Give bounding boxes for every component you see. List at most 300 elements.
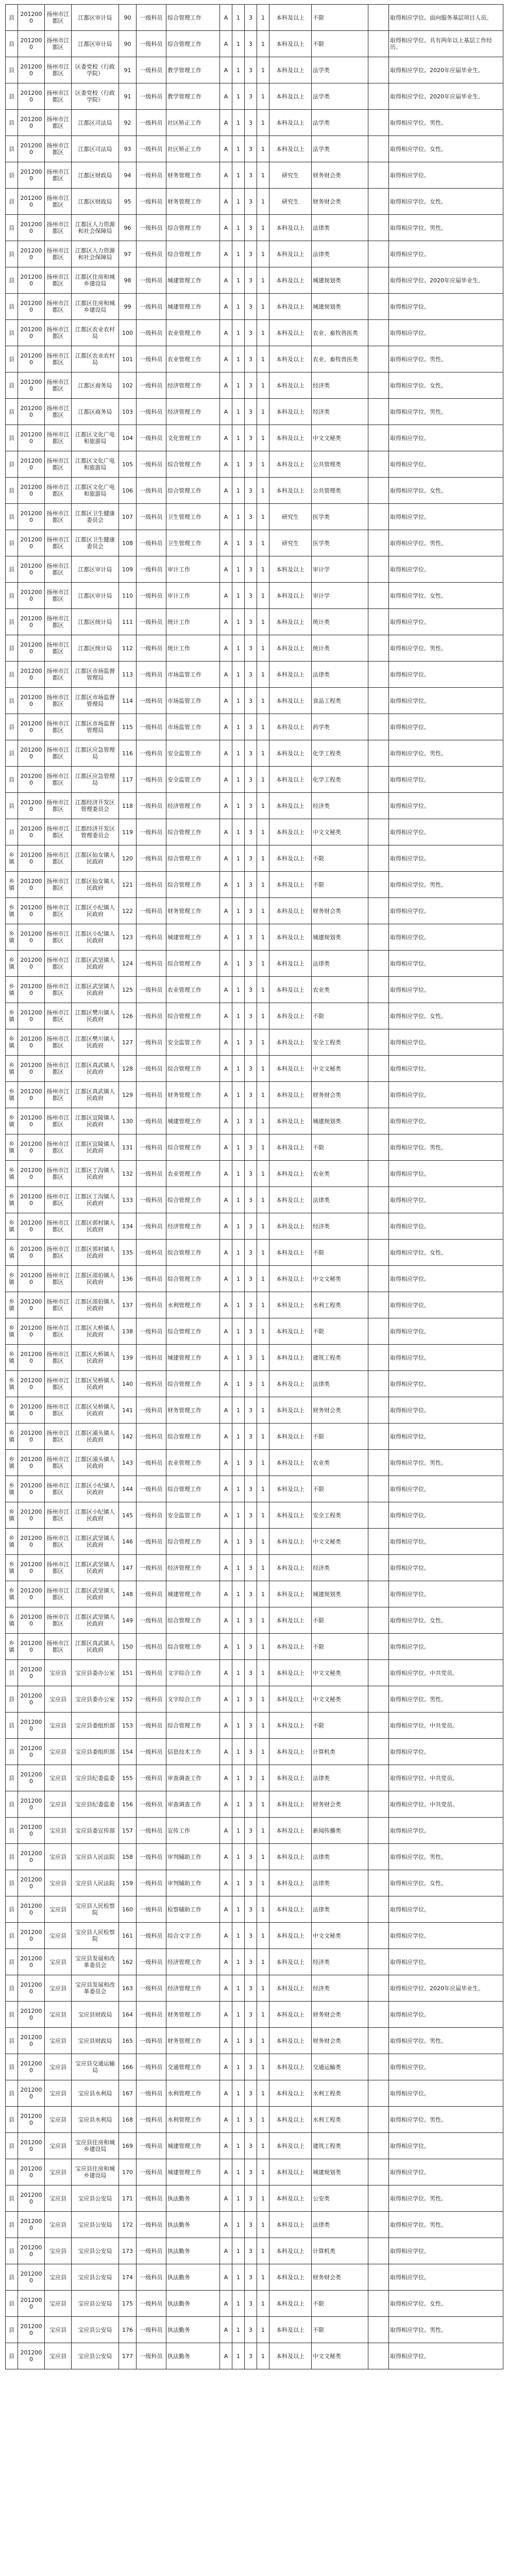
cell-unit-code: 2012000 [18,294,45,320]
cell-education: 本科及以上 [269,1397,312,1423]
cell-department: 江都区人力资源和社会保障局 [72,215,119,241]
cell-degree [368,1791,389,1818]
cell-count: 1 [257,1056,269,1082]
cell-degree [368,1476,389,1502]
cell-department: 江都区武坚镇人民政府 [72,1529,119,1555]
cell-exam-category: A [220,898,232,924]
cell-region: 扬州市江都区 [45,1292,72,1318]
cell-position-code: 95 [119,189,137,215]
cell-degree [368,1844,389,1870]
cell-major: 不限 [312,1476,368,1502]
cell-ratio: 3 [245,1187,257,1213]
table-row [6,189,503,215]
cell-job-duties: 审计工作 [166,583,220,609]
cell-department: 宝应县公安局 [72,2185,119,2212]
cell-ratio: 3 [245,530,257,556]
cell-job-duties: 城建管理工作 [166,2133,220,2159]
cell-count: 1 [257,2291,269,2317]
cell-remarks: 取得相应学位。女性。 [389,478,503,504]
cell-major: 城建规划类 [312,924,368,951]
table-row [6,1818,503,1844]
cell-level: 乡镇 [6,977,18,1003]
cell-unit-code: 2012000 [18,872,45,898]
table-row [6,688,503,714]
cell-position-code: 117 [119,767,137,793]
cell-position-title: 一级科员 [137,346,166,372]
cell-position-title: 一级科员 [137,83,166,110]
cell-num-positions: 1 [232,2291,245,2317]
cell-num-positions: 1 [232,57,245,83]
cell-level: 县 [6,189,18,215]
cell-count: 1 [257,2212,269,2238]
cell-department: 江都区人力资源和社会保障局 [72,241,119,267]
cell-region: 扬州市江都区 [45,1134,72,1161]
cell-ratio: 3 [245,110,257,136]
cell-level: 乡镇 [6,951,18,977]
cell-count: 1 [257,845,269,872]
cell-department: 江都区樊川镇人民政府 [72,1029,119,1056]
cell-department: 宝应县委宣传部 [72,1818,119,1844]
cell-exam-category: A [220,372,232,399]
cell-ratio: 3 [245,2291,257,2317]
cell-num-positions: 1 [232,2054,245,2080]
cell-remarks: 取得相应学位。 [389,425,503,451]
cell-position-code: 119 [119,819,137,845]
cell-position-title: 一级科员 [137,583,166,609]
cell-unit-code: 2012000 [18,1082,45,1108]
cell-exam-category: A [220,451,232,478]
cell-unit-code: 2012000 [18,2054,45,2080]
cell-position-title: 一级科员 [137,1765,166,1791]
cell-unit-code: 2012000 [18,267,45,294]
cell-remarks: 取得相应学位。 [389,1739,503,1765]
cell-degree [368,320,389,346]
cell-degree [368,399,389,425]
cell-count: 1 [257,1844,269,1870]
cell-major: 不限 [312,1003,368,1029]
cell-exam-category: A [220,1082,232,1108]
table-row [6,793,503,819]
cell-degree [368,1818,389,1844]
cell-degree [368,635,389,662]
cell-region: 宝应县 [45,2291,72,2317]
cell-unit-code: 2012000 [18,1134,45,1161]
cell-exam-category: A [220,2002,232,2028]
cell-education: 本科及以上 [269,583,312,609]
cell-level: 县 [6,5,18,31]
cell-education: 本科及以上 [269,662,312,688]
cell-major: 城建规划类 [312,1581,368,1607]
cell-degree [368,924,389,951]
table-row [6,1056,503,1082]
cell-position-title: 一级科员 [137,1266,166,1292]
cell-department: 区委党校（行政学院） [72,57,119,83]
cell-level: 县 [6,2238,18,2264]
cell-position-code: 170 [119,2159,137,2185]
cell-position-title: 一级科员 [137,1686,166,1713]
cell-level: 县 [6,1870,18,1896]
cell-num-positions: 1 [232,294,245,320]
cell-remarks: 取得相应学位。2020年应届毕业生。 [389,267,503,294]
cell-position-code: 142 [119,1423,137,1450]
cell-num-positions: 1 [232,1318,245,1345]
cell-major: 不限 [312,1134,368,1161]
cell-count: 1 [257,1713,269,1739]
cell-position-title: 一级科员 [137,1975,166,2002]
cell-department: 江都区财政局 [72,189,119,215]
cell-count: 1 [257,767,269,793]
cell-num-positions: 1 [232,451,245,478]
cell-job-duties: 综合管理工作 [166,1607,220,1634]
cell-major: 不限 [312,5,368,31]
cell-job-duties: 财务管理工作 [166,162,220,189]
cell-level: 县 [6,635,18,662]
cell-count: 1 [257,1266,269,1292]
cell-position-code: 100 [119,320,137,346]
cell-degree [368,898,389,924]
cell-exam-category: A [220,320,232,346]
cell-education: 本科及以上 [269,714,312,740]
cell-remarks: 取得相应学位。中共党员。 [389,1660,503,1686]
cell-education: 本科及以上 [269,1450,312,1476]
cell-position-title: 一级科员 [137,5,166,31]
cell-major: 不限 [312,2317,368,2343]
cell-position-code: 134 [119,1213,137,1240]
cell-ratio: 3 [245,1634,257,1660]
cell-education: 本科及以上 [269,57,312,83]
cell-major: 不限 [312,1240,368,1266]
cell-education: 本科及以上 [269,478,312,504]
cell-department: 宝应县公安局 [72,2291,119,2317]
cell-position-title: 一级科员 [137,1555,166,1581]
cell-count: 1 [257,1870,269,1896]
cell-unit-code: 2012000 [18,1739,45,1765]
table-row [6,1345,503,1371]
cell-department: 江都区审计局 [72,583,119,609]
cell-unit-code: 2012000 [18,688,45,714]
cell-degree [368,2028,389,2054]
cell-remarks: 取得相应学位。男性。 [389,1450,503,1476]
cell-job-duties: 综合管理工作 [166,1529,220,1555]
cell-num-positions: 1 [232,2159,245,2185]
cell-ratio: 3 [245,1529,257,1555]
cell-ratio: 3 [245,793,257,819]
cell-major: 不限 [312,31,368,57]
cell-level: 县 [6,2264,18,2291]
cell-education: 本科及以上 [269,635,312,662]
cell-unit-code: 2012000 [18,1607,45,1634]
cell-region: 扬州市江都区 [45,451,72,478]
cell-major: 法律类 [312,662,368,688]
cell-exam-category: A [220,241,232,267]
cell-department: 宝应县交通运输局 [72,2054,119,2080]
cell-unit-code: 2012000 [18,556,45,583]
cell-remarks: 取得相应学位。 [389,294,503,320]
cell-region: 扬州市江都区 [45,1423,72,1450]
cell-ratio: 3 [245,267,257,294]
cell-level: 县 [6,478,18,504]
cell-position-title: 一级科员 [137,688,166,714]
cell-education: 本科及以上 [269,1607,312,1634]
cell-count: 1 [257,1896,269,1923]
table-row [6,1844,503,1870]
cell-level: 县 [6,2028,18,2054]
cell-region: 宝应县 [45,2054,72,2080]
cell-job-duties: 综合管理工作 [166,1713,220,1739]
table-row [6,136,503,162]
cell-level: 县 [6,740,18,767]
cell-count: 1 [257,110,269,136]
cell-num-positions: 1 [232,1660,245,1686]
cell-count: 1 [257,162,269,189]
cell-num-positions: 1 [232,635,245,662]
cell-position-code: 97 [119,241,137,267]
table-row [6,924,503,951]
cell-department: 江都区武坚镇人民政府 [72,1581,119,1607]
cell-num-positions: 1 [232,898,245,924]
cell-job-duties: 统计工作 [166,635,220,662]
cell-major: 法学类 [312,136,368,162]
cell-remarks: 取得相应学位。女性。 [389,1003,503,1029]
cell-position-title: 一级科员 [137,1634,166,1660]
cell-position-code: 152 [119,1686,137,1713]
cell-num-positions: 1 [232,2343,245,2369]
cell-count: 1 [257,1450,269,1476]
cell-job-duties: 审计工作 [166,556,220,583]
cell-job-duties: 统计工作 [166,609,220,635]
cell-remarks: 取得相应学位。 [389,2133,503,2159]
cell-job-duties: 财务管理工作 [166,189,220,215]
cell-num-positions: 1 [232,583,245,609]
cell-degree [368,872,389,898]
cell-region: 扬州市江都区 [45,1266,72,1292]
cell-region: 扬州市江都区 [45,977,72,1003]
cell-major: 水利工程类 [312,2080,368,2107]
cell-position-code: 91 [119,57,137,83]
cell-ratio: 3 [245,845,257,872]
cell-ratio: 3 [245,1660,257,1686]
cell-unit-code: 2012000 [18,1844,45,1870]
cell-major: 中文文秘类 [312,1686,368,1713]
table-row [6,372,503,399]
cell-ratio: 3 [245,2317,257,2343]
cell-degree [368,1187,389,1213]
cell-position-code: 155 [119,1765,137,1791]
cell-major: 财务财会类 [312,1082,368,1108]
cell-unit-code: 2012000 [18,2343,45,2369]
cell-region: 扬州市江都区 [45,1502,72,1529]
cell-major: 财务财会类 [312,189,368,215]
table-row [6,1318,503,1345]
cell-num-positions: 1 [232,2317,245,2343]
cell-department: 江都区丁沟镇人民政府 [72,1187,119,1213]
cell-position-code: 103 [119,399,137,425]
cell-remarks: 取得相应学位。 [389,898,503,924]
cell-education: 本科及以上 [269,372,312,399]
table-row [6,2002,503,2028]
cell-major: 中文文秘类 [312,425,368,451]
cell-level: 县 [6,2002,18,2028]
cell-position-code: 107 [119,504,137,530]
cell-level: 乡镇 [6,1134,18,1161]
cell-major: 经济类 [312,372,368,399]
cell-education: 本科及以上 [269,31,312,57]
cell-exam-category: A [220,399,232,425]
cell-position-title: 一级科员 [137,635,166,662]
cell-degree [368,189,389,215]
cell-num-positions: 1 [232,1713,245,1739]
cell-num-positions: 1 [232,2002,245,2028]
cell-job-duties: 文字综合工作 [166,1686,220,1713]
cell-unit-code: 2012000 [18,2107,45,2133]
cell-exam-category: A [220,1634,232,1660]
table-row [6,662,503,688]
cell-num-positions: 1 [232,399,245,425]
cell-ratio: 3 [245,1581,257,1607]
cell-level: 县 [6,1791,18,1818]
cell-count: 1 [257,740,269,767]
cell-level: 县 [6,609,18,635]
cell-position-code: 163 [119,1975,137,2002]
table-row [6,57,503,83]
cell-ratio: 3 [245,1739,257,1765]
table-row [6,83,503,110]
cell-degree [368,662,389,688]
cell-job-duties: 信息技术工作 [166,1739,220,1765]
cell-num-positions: 1 [232,2238,245,2264]
cell-region: 扬州市江都区 [45,504,72,530]
cell-level: 乡镇 [6,1529,18,1555]
cell-education: 本科及以上 [269,1870,312,1896]
cell-position-code: 144 [119,1476,137,1502]
cell-num-positions: 1 [232,2133,245,2159]
cell-job-duties: 财务管理工作 [166,898,220,924]
cell-unit-code: 2012000 [18,241,45,267]
cell-position-title: 一级科员 [137,2212,166,2238]
cell-ratio: 3 [245,1949,257,1975]
cell-education: 本科及以上 [269,1056,312,1082]
cell-job-duties: 审查调查工作 [166,1791,220,1818]
cell-count: 1 [257,189,269,215]
cell-exam-category: A [220,872,232,898]
cell-num-positions: 1 [232,2185,245,2212]
cell-unit-code: 2012000 [18,1791,45,1818]
cell-region: 扬州市江都区 [45,136,72,162]
cell-num-positions: 1 [232,845,245,872]
cell-remarks: 取得相应学位。 [389,1896,503,1923]
cell-count: 1 [257,31,269,57]
cell-department: 江都区邵伯镇人民政府 [72,1292,119,1318]
table-row [6,1450,503,1476]
cell-ratio: 3 [245,740,257,767]
cell-exam-category: A [220,1529,232,1555]
cell-position-title: 一级科员 [137,1423,166,1450]
table-row [6,2028,503,2054]
cell-count: 1 [257,1765,269,1791]
cell-count: 1 [257,1029,269,1056]
cell-exam-category: A [220,951,232,977]
cell-position-code: 162 [119,1949,137,1975]
cell-count: 1 [257,320,269,346]
cell-region: 扬州市江都区 [45,924,72,951]
cell-degree [368,372,389,399]
cell-ratio: 3 [245,372,257,399]
cell-exam-category: A [220,2080,232,2107]
cell-unit-code: 2012000 [18,951,45,977]
cell-exam-category: A [220,1791,232,1818]
cell-position-title: 一级科员 [137,1844,166,1870]
cell-unit-code: 2012000 [18,662,45,688]
cell-education: 本科及以上 [269,1975,312,2002]
cell-region: 扬州市江都区 [45,1108,72,1134]
cell-ratio: 3 [245,2212,257,2238]
cell-count: 1 [257,556,269,583]
cell-major: 法律类 [312,1371,368,1397]
cell-level: 县 [6,1686,18,1713]
cell-education: 本科及以上 [269,1476,312,1502]
cell-exam-category: A [220,1318,232,1345]
cell-ratio: 3 [245,320,257,346]
cell-exam-category: A [220,1108,232,1134]
cell-position-code: 90 [119,5,137,31]
cell-remarks: 取得相应学位。 [389,1056,503,1082]
cell-job-duties: 财务管理工作 [166,1397,220,1423]
cell-degree [368,793,389,819]
cell-count: 1 [257,1187,269,1213]
cell-position-title: 一级科员 [137,2238,166,2264]
cell-education: 本科及以上 [269,1266,312,1292]
cell-position-title: 一级科员 [137,1949,166,1975]
cell-ratio: 3 [245,2264,257,2291]
cell-ratio: 3 [245,1923,257,1949]
cell-major: 不限 [312,845,368,872]
cell-count: 1 [257,2264,269,2291]
recruitment-table [5,4,503,2369]
cell-degree [368,583,389,609]
table-row [6,294,503,320]
cell-major: 医学类 [312,530,368,556]
cell-level: 县 [6,57,18,83]
cell-degree [368,1134,389,1161]
cell-major: 农业类 [312,1161,368,1187]
cell-position-title: 一级科员 [137,31,166,57]
cell-department: 江都区真武镇人民政府 [72,1634,119,1660]
cell-department: 江都区商务局 [72,372,119,399]
cell-major: 化学工程类 [312,767,368,793]
cell-unit-code: 2012000 [18,1634,45,1660]
cell-ratio: 3 [245,1213,257,1240]
cell-position-code: 158 [119,1844,137,1870]
cell-position-title: 一级科员 [137,57,166,83]
cell-position-code: 114 [119,688,137,714]
cell-level: 县 [6,662,18,688]
cell-num-positions: 1 [232,1450,245,1476]
cell-remarks: 取得相应学位。 [389,1529,503,1555]
cell-unit-code: 2012000 [18,1476,45,1502]
cell-unit-code: 2012000 [18,1555,45,1581]
cell-region: 扬州市江都区 [45,215,72,241]
cell-job-duties: 综合管理工作 [166,451,220,478]
cell-num-positions: 1 [232,1187,245,1213]
cell-remarks: 取得相应学位。 [389,793,503,819]
cell-exam-category: A [220,767,232,793]
cell-count: 1 [257,2028,269,2054]
cell-position-code: 126 [119,1003,137,1029]
cell-region: 扬州市江都区 [45,372,72,399]
cell-remarks: 取得相应学位。男性。 [389,872,503,898]
cell-count: 1 [257,1476,269,1502]
cell-department: 宝应县委组织部 [72,1739,119,1765]
